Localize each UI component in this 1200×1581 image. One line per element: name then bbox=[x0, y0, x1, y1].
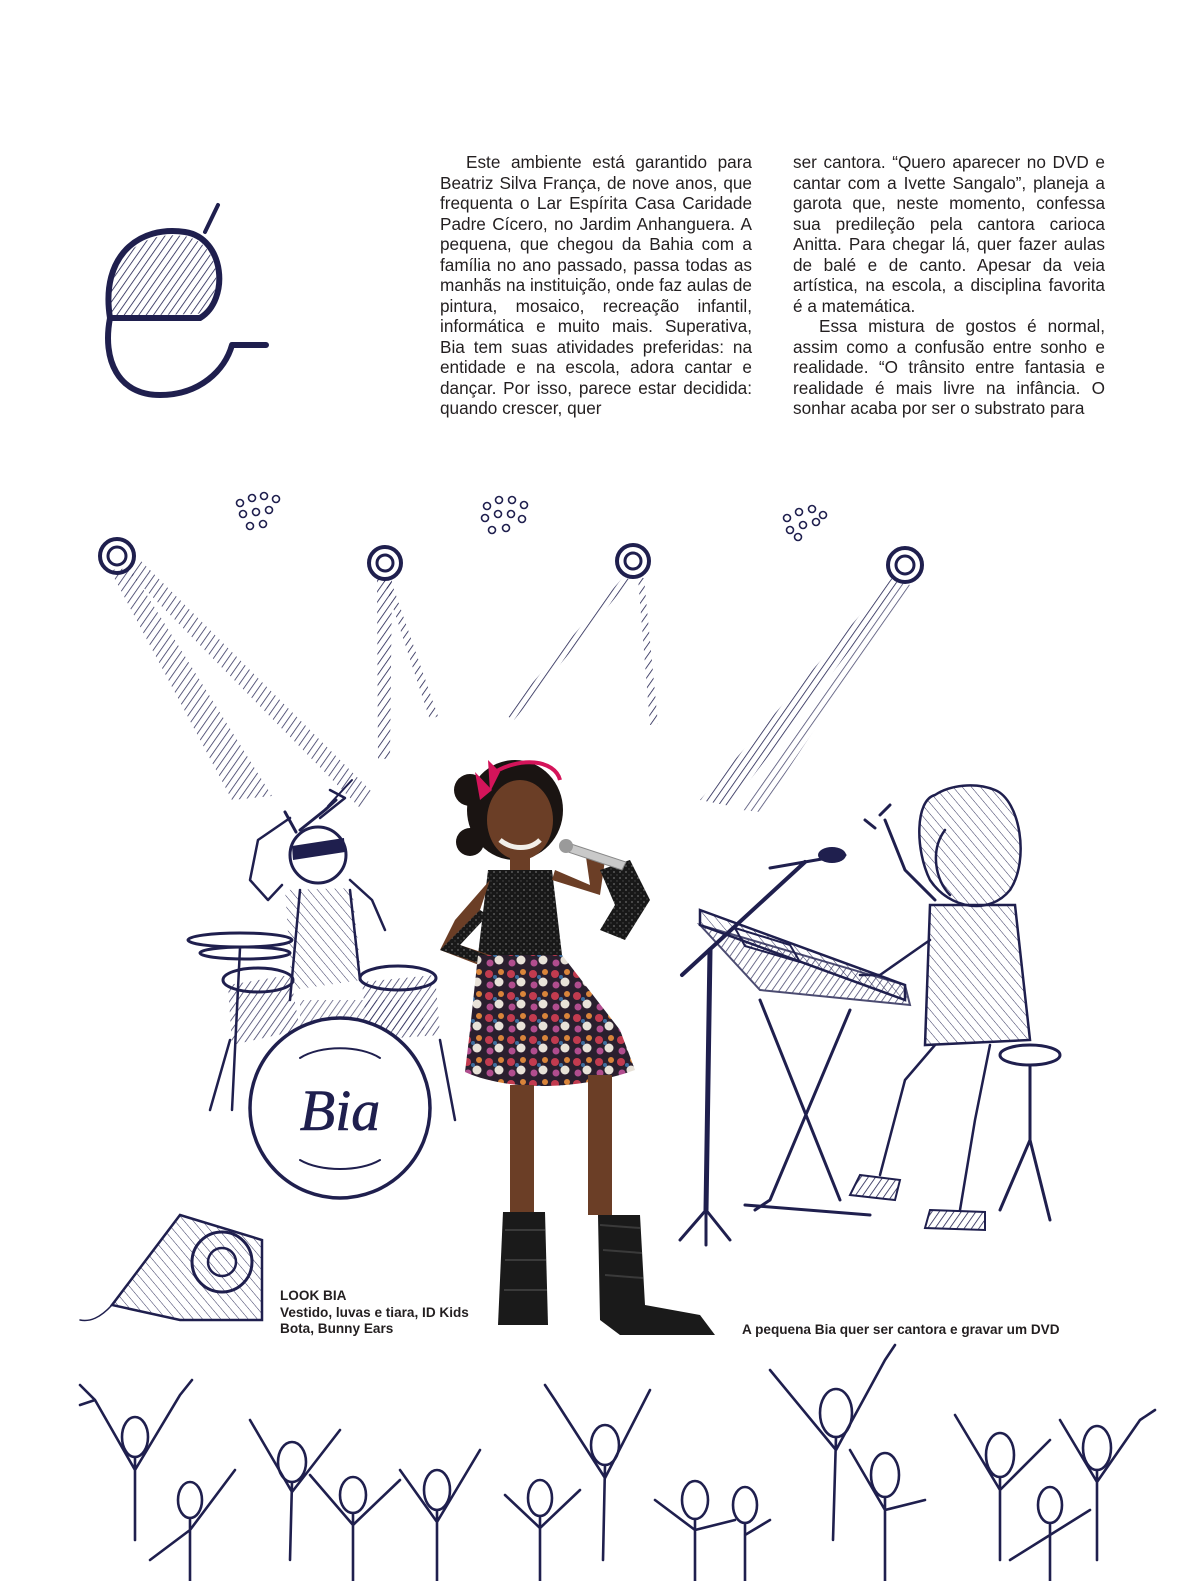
keyboard-illustration bbox=[700, 910, 910, 1215]
drop-letter-e-illustration bbox=[108, 205, 266, 395]
drum-label: Bia bbox=[299, 1078, 381, 1143]
paragraph: Essa mistura de gostos é normal, assim como a confusão entre sonho e realidade. “O trânsito entre fantasia e realidade é mais livre na infância. O sonhar acaba por ser o substrato para bbox=[793, 316, 1105, 418]
girl-photo bbox=[440, 760, 715, 1335]
article-column-1 bbox=[440, 152, 752, 419]
look-line-2: Bota, Bunny Ears bbox=[280, 1321, 394, 1336]
article-column-2 bbox=[793, 152, 1105, 419]
swirl-clusters bbox=[237, 493, 827, 541]
keyboard-player-illustration bbox=[850, 785, 1060, 1230]
mic-stand-illustration bbox=[680, 847, 846, 1245]
photo-caption: A pequena Bia quer ser cantora e gravar um DVD bbox=[742, 1322, 1060, 1337]
look-title: LOOK BIA bbox=[280, 1288, 347, 1303]
look-caption bbox=[280, 1288, 469, 1338]
paragraph: Este ambiente está garantido para Beatriz Silva França, de nove anos, que frequenta o Lar Espírita Casa Caridade Padre Cícero, no Jardim Anhanguera. A pequena, que chegou da Bahia com a família no ano passado, passa todas as manhãs na instituição, onde faz aulas de pintura, mosaico, recreação infantil, informática e muito mais. Superativa, Bia tem suas atividades preferidas: na entidade e na escola, adora cantar e dançar. Por isso, parece estar decidida: quando crescer, quer bbox=[440, 152, 752, 418]
look-line-1: Vestido, luvas e tiara, ID Kids bbox=[280, 1304, 469, 1320]
speaker-illustration bbox=[80, 1215, 262, 1320]
crowd-illustration bbox=[80, 1345, 1155, 1581]
paragraph: ser cantora. “Quero aparecer no DVD e cantar com a Ivette Sangalo”, planeja a garota que, neste momento, confessa sua predileção pela cantora carioca Anitta. Para chegar lá, quer fazer aulas de balé e de canto. Apesar da veia artística, na escola, a disciplina favorita é a matemática. bbox=[793, 152, 1105, 316]
drummer-illustration bbox=[250, 780, 385, 1000]
